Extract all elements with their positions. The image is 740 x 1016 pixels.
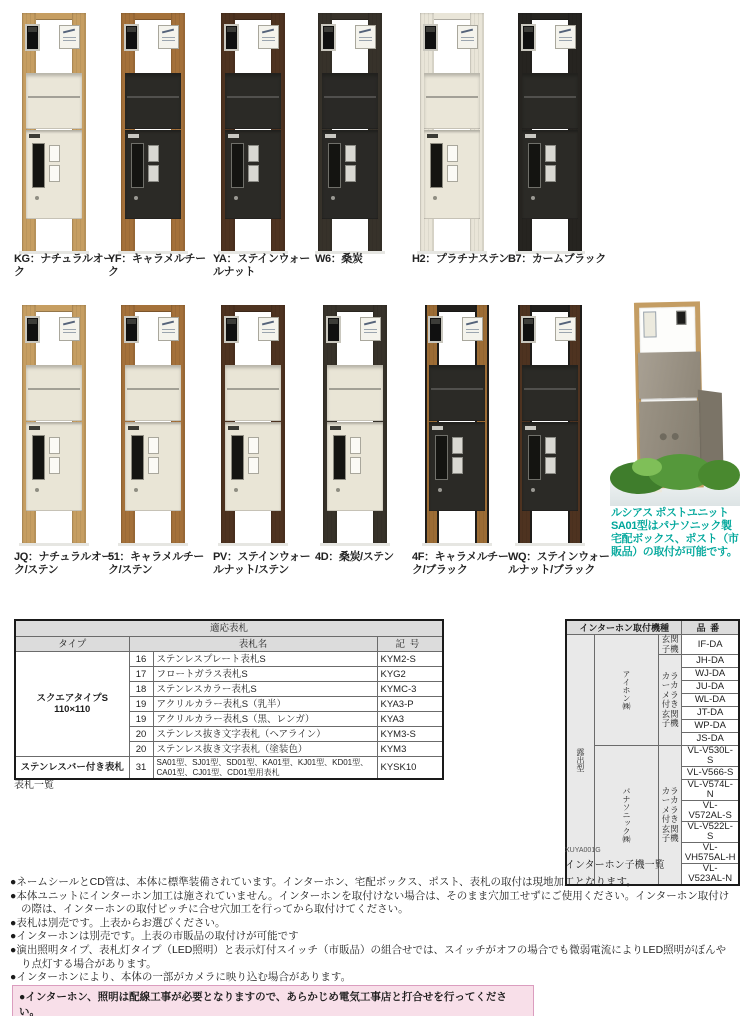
mail-post-box	[522, 73, 578, 129]
lock-screen	[32, 435, 45, 480]
mail-slot	[227, 388, 279, 390]
intercom-mount	[25, 24, 40, 51]
table-cell: SA01型、SJ01型、SD01型、KA01型、KJ01型、KD01型、CA01型、CJ01型、CD01型用表札	[153, 757, 377, 780]
mail-post-box	[26, 73, 82, 129]
lock-screen	[131, 435, 144, 480]
delivery-box	[322, 130, 378, 219]
lock-screen	[131, 143, 144, 188]
product-label: W6：桑炭	[315, 253, 363, 265]
intercom-mount	[25, 316, 40, 343]
product-label: YA：ステインウォールナット	[213, 253, 310, 278]
product-label: WQ：ステインウォールナット/ブラック	[508, 551, 610, 576]
mail-post-box	[327, 365, 383, 421]
mail-slot	[524, 388, 576, 390]
instruction-sticker	[345, 145, 356, 162]
nameplate	[555, 25, 576, 49]
note-item: ●ネームシールとCD管は、本体に標準装備されています。インターホン、宅配ボックス、ポスト、表札の取付は現地加工となります。	[10, 876, 637, 888]
delivery-box	[327, 422, 383, 511]
instruction-sticker	[148, 145, 159, 162]
instruction-sticker	[248, 457, 259, 474]
keyhole	[134, 488, 138, 492]
instruction-sticker	[545, 165, 556, 182]
instruction-sticker	[545, 457, 556, 474]
delivery-box-label	[525, 134, 536, 138]
intercom-table-caption: インターホン子機一覧	[565, 860, 665, 871]
delivery-box	[225, 130, 281, 219]
model-cell: JU-DA	[682, 681, 739, 694]
table-cell: KYM3	[377, 742, 443, 757]
delivery-box	[125, 130, 181, 219]
table-cell: 20	[129, 727, 153, 742]
model-cell: WL-DA	[682, 694, 739, 707]
table-cell: 18	[129, 682, 153, 697]
lock-screen	[528, 435, 541, 480]
keyhole	[336, 488, 340, 492]
nameplate-table-caption: 表札一覧	[14, 780, 54, 791]
intercom-mount	[676, 311, 686, 325]
promo-photo	[610, 300, 740, 508]
delivery-box-label	[228, 426, 239, 430]
mail-post-box	[225, 365, 281, 421]
keyhole	[35, 488, 39, 492]
table-cell: 20	[129, 742, 153, 757]
ground-shadow	[118, 543, 188, 546]
table-cell: ステンレスプレート表札S	[153, 652, 377, 667]
mail-post-box	[638, 351, 701, 398]
lock-screen	[528, 143, 541, 188]
nameplate	[258, 317, 279, 341]
type-cell	[15, 652, 129, 757]
table-title: インターホン取付機種	[566, 620, 682, 635]
table-cell: KYA3	[377, 712, 443, 727]
ground-shadow	[320, 543, 390, 546]
post-unit-photo	[425, 305, 489, 544]
table-cell: KYM2-S	[377, 652, 443, 667]
table-cell: ステンレス抜き文字表札（塗装色）	[153, 742, 377, 757]
table-cell: 16	[129, 652, 153, 667]
delivery-box	[125, 422, 181, 511]
unit-type-cell: カラーカメラ付き玄関子機	[659, 746, 682, 886]
post-unit-photo	[22, 305, 86, 544]
keyhole	[531, 196, 535, 200]
post-unit-photo	[323, 305, 387, 544]
instruction-sticker	[49, 437, 60, 454]
model-cell: IF-DA	[682, 635, 739, 655]
product-label: YF：キャラメルチーク	[108, 253, 206, 278]
delivery-box	[26, 130, 82, 219]
mail-slot	[426, 96, 478, 98]
nameplate-table	[14, 619, 444, 780]
nameplate	[355, 25, 376, 49]
nameplate	[462, 317, 483, 341]
model-cell: VL-V572AL-S	[682, 801, 739, 822]
table-cell: KYM3-S	[377, 727, 443, 742]
table-cell: 19	[129, 697, 153, 712]
keyhole	[234, 488, 238, 492]
doc-code: XUYA001G	[565, 847, 601, 854]
ground-shadow	[19, 543, 89, 546]
lock-screen	[430, 143, 443, 188]
instruction-sticker	[248, 165, 259, 182]
grass	[698, 460, 740, 490]
mail-post-box	[424, 73, 480, 129]
delivery-box-label	[128, 134, 139, 138]
nameplate	[360, 317, 381, 341]
intercom-mount	[321, 24, 336, 51]
lock-screen	[231, 435, 244, 480]
model-cell: JS-DA	[682, 733, 739, 746]
table-cell: ステンレス抜き文字表札（ヘアライン）	[153, 727, 377, 742]
model-cell: VL-V566-S	[682, 767, 739, 780]
delivery-box-label	[432, 426, 443, 430]
post-unit-photo	[121, 13, 185, 252]
intercom-mount	[224, 24, 239, 51]
post-unit-photo	[518, 13, 582, 252]
post-unit-photo	[318, 13, 382, 252]
model-cell: VL-V522L-S	[682, 822, 739, 843]
table-cell: アクリルカラー表札S（乳半）	[153, 697, 377, 712]
col-header: 品番	[682, 620, 739, 635]
delivery-box-label	[228, 134, 239, 138]
delivery-box-label	[427, 134, 438, 138]
delivery-box	[522, 422, 578, 511]
product-label: 4D：桑炭/ステン	[315, 551, 394, 563]
instruction-sticker	[148, 457, 159, 474]
mail-slot	[324, 96, 376, 98]
mail-post-box	[429, 365, 485, 421]
nameplate	[158, 25, 179, 49]
table-cell: 19	[129, 712, 153, 727]
note-item: ●インターホンにより、本体の一部がカメラに映り込む場合があります。	[10, 971, 352, 984]
instruction-sticker	[49, 145, 60, 162]
model-cell: VL-VH575AL-H	[682, 843, 739, 864]
table-cell: KYA3-P	[377, 697, 443, 712]
ground-shadow	[218, 543, 288, 546]
product-label: KG：ナチュラルオーク	[14, 253, 114, 278]
mail-post-box	[26, 365, 82, 421]
instruction-sticker	[148, 437, 159, 454]
instruction-sticker	[452, 437, 463, 454]
post-unit-photo	[420, 13, 484, 252]
instruction-sticker	[248, 437, 259, 454]
instruction-sticker	[148, 165, 159, 182]
instruction-sticker	[447, 145, 458, 162]
post-unit-photo	[221, 305, 285, 544]
product-label: B7：カームブラック	[508, 253, 606, 265]
instruction-sticker	[49, 457, 60, 474]
instruction-sticker	[345, 165, 356, 182]
intercom-mount	[124, 316, 139, 343]
mail-slot	[329, 388, 381, 390]
keyhole	[438, 488, 442, 492]
mail-slot	[28, 388, 80, 390]
note-item: ●演出照明タイプ、表札灯タイプ（LED照明）と表示灯付スイッチ（市販品）の組合せでは、スイッチがオフの場合でも微弱電流によりLED照明がぼんやり点灯する場合があります。	[10, 943, 727, 970]
product-label: H2：プラチナステン	[412, 253, 509, 265]
grass	[632, 458, 662, 476]
table-cell: 31	[129, 757, 153, 780]
instruction-sticker	[49, 165, 60, 182]
keyhole	[234, 196, 238, 200]
warning-banner: ●インターホン、照明は配線工事が必要となりますので、あらかじめ電気工事店と打合せを行ってください。	[12, 985, 534, 1016]
mail-post-box	[225, 73, 281, 129]
keyhole	[134, 196, 138, 200]
mail-slot	[227, 96, 279, 98]
mail-post-box	[125, 73, 181, 129]
note-item: ●本体ユニットにインターホン加工は施されていません。インターホンを取付けない場合は、そのまま穴加工せずにご使用ください。インターホン取付けの際は、インターホンの取付ピッチに合せ穴加工を行ってから取付けてください。	[10, 889, 730, 916]
mail-slot	[431, 388, 483, 390]
col-header: 表札名	[129, 637, 377, 652]
delivery-box	[26, 422, 82, 511]
product-label: 4F：キャラメルチーク/ブラック	[412, 551, 509, 576]
nameplate	[457, 25, 478, 49]
unit-type-cell: カラーカメラ付き玄関子機	[659, 655, 682, 746]
delivery-box	[522, 130, 578, 219]
ground-shadow	[515, 543, 585, 546]
intercom-mount	[423, 24, 438, 51]
nameplate	[258, 25, 279, 49]
product-label: PV：ステインウォールナット/ステン	[213, 551, 311, 576]
lock-screen	[328, 143, 341, 188]
lock-screen	[231, 143, 244, 188]
table-cell: KYG2	[377, 667, 443, 682]
delivery-box	[429, 422, 485, 511]
delivery-box	[225, 422, 281, 511]
model-cell: WJ-DA	[682, 668, 739, 681]
intercom-table	[565, 619, 740, 886]
mount-type-cell: 露出型	[566, 635, 595, 886]
table-cell: フロートガラス表札S	[153, 667, 377, 682]
mail-slot	[28, 96, 80, 98]
post-unit-photo	[221, 13, 285, 252]
delivery-box-label	[330, 426, 341, 430]
model-cell: VL-V574L-N	[682, 780, 739, 801]
nameplate	[158, 317, 179, 341]
table-title: 適応表札	[15, 620, 443, 637]
nameplate	[643, 311, 657, 337]
delivery-box-label	[325, 134, 336, 138]
type-cell: ステンレスバー付き表札	[15, 757, 129, 780]
instruction-sticker	[350, 437, 361, 454]
model-cell: JT-DA	[682, 707, 739, 720]
mail-slot	[127, 96, 179, 98]
brand-cell: アイホン㈱	[595, 635, 659, 746]
table-cell: ステンレスカラー表札S	[153, 682, 377, 697]
intercom-mount	[224, 316, 239, 343]
note-item: ●表札は別売です。上表からお選びください。	[10, 916, 226, 929]
type-size: 110×110	[54, 704, 91, 715]
nameplate	[555, 317, 576, 341]
instruction-sticker	[447, 165, 458, 182]
mail-post-box	[522, 365, 578, 421]
table-cell: 17	[129, 667, 153, 682]
instruction-sticker	[545, 437, 556, 454]
mail-slot	[127, 388, 179, 390]
post-unit-photo	[121, 305, 185, 544]
lock-screen	[32, 143, 45, 188]
delivery-box-label	[525, 426, 536, 430]
col-header: 記号	[377, 637, 443, 652]
lock-screen	[435, 435, 448, 480]
keyhole	[35, 196, 39, 200]
model-cell: VL-V523AL-N	[682, 864, 739, 886]
instruction-sticker	[248, 145, 259, 162]
lock-screen	[333, 435, 346, 480]
delivery-box	[424, 130, 480, 219]
brand-cell: パナソニック㈱	[595, 746, 659, 886]
mail-post-box	[125, 365, 181, 421]
keyhole	[433, 196, 437, 200]
notes-list	[10, 876, 736, 985]
nameplate	[59, 317, 80, 341]
mail-slot	[524, 96, 576, 98]
table-cell: KYSK10	[377, 757, 443, 780]
post-unit-photo	[518, 305, 582, 544]
keyhole	[531, 488, 535, 492]
delivery-box-label	[29, 426, 40, 430]
table-cell: アクリルカラー表札S（黒、レンガ）	[153, 712, 377, 727]
intercom-mount	[521, 316, 536, 343]
intercom-mount	[428, 316, 443, 343]
table-cell: KYMC-3	[377, 682, 443, 697]
unit-type-cell: 玄関子機	[659, 635, 682, 655]
note-item: ●インターホンは別売です。上表の市販品の取付けが可能です	[10, 930, 299, 943]
model-cell: VL-V530L-S	[682, 746, 739, 767]
intercom-mount	[521, 24, 536, 51]
product-label: JQ：ナチュラルオーク/ステン	[14, 551, 113, 576]
post-unit-photo	[22, 13, 86, 252]
col-header: タイプ	[15, 637, 129, 652]
instruction-sticker	[545, 145, 556, 162]
instruction-sticker	[350, 457, 361, 474]
ground-shadow	[422, 543, 492, 546]
type-name: スクエアタイプS	[36, 693, 108, 704]
promo-caption: ルシアス ポストユニット SA01型はパナソニック製宅配ボックス、ポスト（市販品）の取付が可能です。	[611, 507, 739, 558]
delivery-box-label	[128, 426, 139, 430]
model-cell: JH-DA	[682, 655, 739, 668]
instruction-sticker	[452, 457, 463, 474]
keyhole	[331, 196, 335, 200]
delivery-box-label	[29, 134, 40, 138]
model-cell: WP-DA	[682, 720, 739, 733]
mail-post-box	[322, 73, 378, 129]
intercom-mount	[124, 24, 139, 51]
product-label: 51：キャラメルチーク/ステン	[108, 551, 204, 576]
nameplate	[59, 25, 80, 49]
intercom-mount	[326, 316, 341, 343]
